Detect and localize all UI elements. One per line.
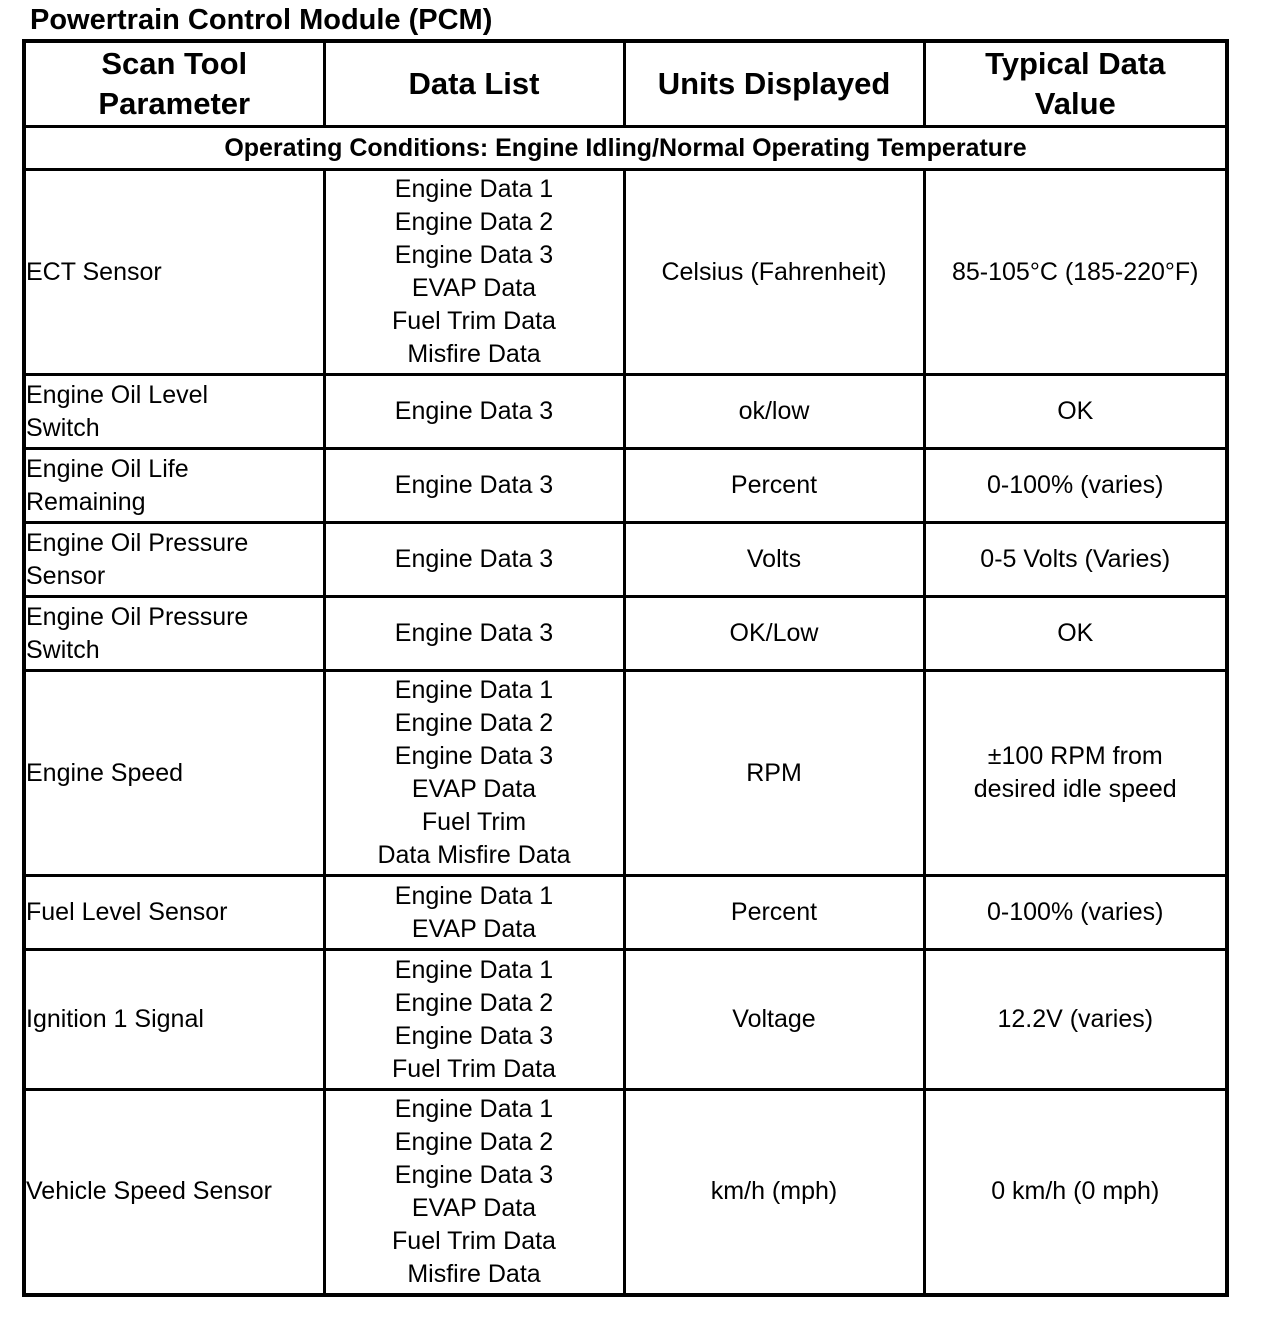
pcm-data-table <box>22 39 1229 1297</box>
cell-line: Data Misfire Data <box>377 841 571 869</box>
cell-line: Misfire Data <box>407 340 541 368</box>
value-cell <box>924 597 1227 671</box>
table-row <box>24 950 1227 1090</box>
header-row <box>24 41 1227 127</box>
cell-line: Engine Data 1 <box>394 1094 554 1123</box>
cell-line: 85-105°C (185-220°F) <box>951 257 1199 286</box>
units-cell <box>624 375 924 449</box>
cell-line: Engine Oil Pressure <box>26 602 249 631</box>
page-title: Powertrain Control Module (PCM) <box>30 4 493 36</box>
cell-line: Remaining <box>26 487 146 516</box>
cell-line: 12.2V (varies) <box>997 1005 1154 1033</box>
cell-line: Engine Data 3 <box>394 545 554 573</box>
data-list-cell <box>324 597 624 671</box>
value-cell <box>924 170 1227 375</box>
data-list-cell <box>324 671 624 876</box>
data-list-cell <box>324 950 624 1090</box>
cell-line: Engine Oil Level <box>26 380 209 409</box>
cell-line: Value <box>1034 86 1116 121</box>
header-cell <box>324 41 624 127</box>
cell-line: Data List <box>408 66 540 101</box>
cell-line: 0-5 Volts (Varies) <box>980 545 1171 573</box>
param-cell <box>24 597 324 671</box>
cell-line: Fuel Level Sensor <box>26 898 228 926</box>
cell-line: Engine Data 3 <box>394 241 554 269</box>
cell-line: OK <box>1057 397 1094 425</box>
cell-line: Fuel Trim Data <box>392 1054 556 1083</box>
units-cell <box>624 449 924 523</box>
cell-line: 0-100% (varies) <box>987 898 1164 926</box>
units-cell <box>624 950 924 1090</box>
cell-line: Vehicle Speed Sensor <box>26 1177 273 1206</box>
data-list-cell <box>324 523 624 597</box>
cell-line: ECT Sensor <box>26 257 162 286</box>
value-cell <box>924 671 1227 876</box>
cell-line: RPM <box>746 758 802 787</box>
cell-line: OK <box>1057 619 1094 647</box>
cell-line: Engine Speed <box>26 758 184 787</box>
table-row <box>24 597 1227 671</box>
table-row <box>24 449 1227 523</box>
data-list-cell <box>324 876 624 950</box>
cell-line: km/h (mph) <box>710 1177 838 1206</box>
cell-line: 0 km/h (0 mph) <box>991 1177 1160 1206</box>
operating-conditions-row <box>24 127 1227 170</box>
cell-line: OK/Low <box>729 619 819 647</box>
cell-line: Switch <box>26 413 100 442</box>
operating-conditions: Operating Conditions: Engine Idling/Normal Operating Temperature <box>24 127 1227 170</box>
cell-line: Engine Data 1 <box>394 881 554 910</box>
cell-line: Misfire Data <box>407 1259 541 1288</box>
table-row <box>24 375 1227 449</box>
cell-line: Celsius (Fahrenheit) <box>661 257 887 286</box>
cell-line: Units Displayed <box>657 66 891 101</box>
data-list-cell <box>324 170 624 375</box>
cell-line: Percent <box>730 471 818 499</box>
cell-line: EVAP Data <box>411 274 537 302</box>
value-cell <box>924 523 1227 597</box>
cell-line: Sensor <box>26 561 106 590</box>
units-cell <box>624 876 924 950</box>
cell-line: Switch <box>26 635 100 664</box>
cell-line: Engine Data 2 <box>394 988 554 1017</box>
cell-line: Voltage <box>732 1005 816 1033</box>
cell-line: Engine Data 1 <box>394 955 554 984</box>
param-cell <box>24 1090 324 1295</box>
value-cell <box>924 876 1227 950</box>
cell-line: Engine Data 3 <box>394 1021 554 1050</box>
header-cell <box>624 41 924 127</box>
cell-line: Engine Data 2 <box>394 709 554 737</box>
data-list-cell <box>324 375 624 449</box>
cell-line: Engine Data 3 <box>394 742 554 770</box>
cell-line: Engine Data 1 <box>394 175 554 203</box>
param-cell <box>24 449 324 523</box>
cell-line: 0-100% (varies) <box>987 471 1164 499</box>
cell-line: desired idle speed <box>973 775 1177 803</box>
value-cell <box>924 375 1227 449</box>
table-row <box>24 1090 1227 1295</box>
cell-line: Fuel Trim Data <box>392 307 556 335</box>
param-cell <box>24 375 324 449</box>
units-cell <box>624 671 924 876</box>
data-list-cell <box>324 449 624 523</box>
cell-line: EVAP Data <box>411 1193 537 1222</box>
header-cell <box>24 41 324 127</box>
cell-line: EVAP Data <box>411 914 537 943</box>
value-cell <box>924 950 1227 1090</box>
param-cell <box>24 170 324 375</box>
param-cell <box>24 671 324 876</box>
data-list-cell <box>324 1090 624 1295</box>
param-cell <box>24 950 324 1090</box>
cell-line: Parameter <box>98 86 251 121</box>
cell-line: Ignition 1 Signal <box>26 1005 204 1033</box>
table-row <box>24 523 1227 597</box>
cell-line: Engine Data 3 <box>394 1160 554 1189</box>
cell-line: Engine Data 3 <box>394 619 554 647</box>
cell-line: Fuel Trim <box>421 808 527 836</box>
cell-line: Engine Data 3 <box>394 397 554 425</box>
cell-line: Fuel Trim Data <box>392 1226 556 1255</box>
table-row <box>24 671 1227 876</box>
table-row <box>24 876 1227 950</box>
cell-line: Typical Data <box>985 46 1166 81</box>
cell-line: Volts <box>746 545 802 573</box>
cell-line: ±100 RPM from <box>987 742 1163 770</box>
cell-line: Engine Oil Pressure <box>26 528 249 557</box>
cell-line: Engine Data 1 <box>394 676 554 704</box>
cell-line: ok/low <box>738 397 810 425</box>
cell-line: Scan Tool <box>101 46 248 81</box>
units-cell <box>624 523 924 597</box>
units-cell <box>624 170 924 375</box>
value-cell <box>924 449 1227 523</box>
units-cell <box>624 1090 924 1295</box>
cell-line: Engine Oil Life <box>26 454 189 483</box>
value-cell <box>924 1090 1227 1295</box>
param-cell <box>24 876 324 950</box>
table-row <box>24 170 1227 375</box>
cell-line: Engine Data 2 <box>394 1127 554 1156</box>
header-cell <box>924 41 1227 127</box>
cell-line: Engine Data 3 <box>394 471 554 499</box>
cell-line: Percent <box>730 898 818 926</box>
cell-line: EVAP Data <box>411 775 537 803</box>
param-cell <box>24 523 324 597</box>
cell-line: Engine Data 2 <box>394 208 554 236</box>
units-cell <box>624 597 924 671</box>
